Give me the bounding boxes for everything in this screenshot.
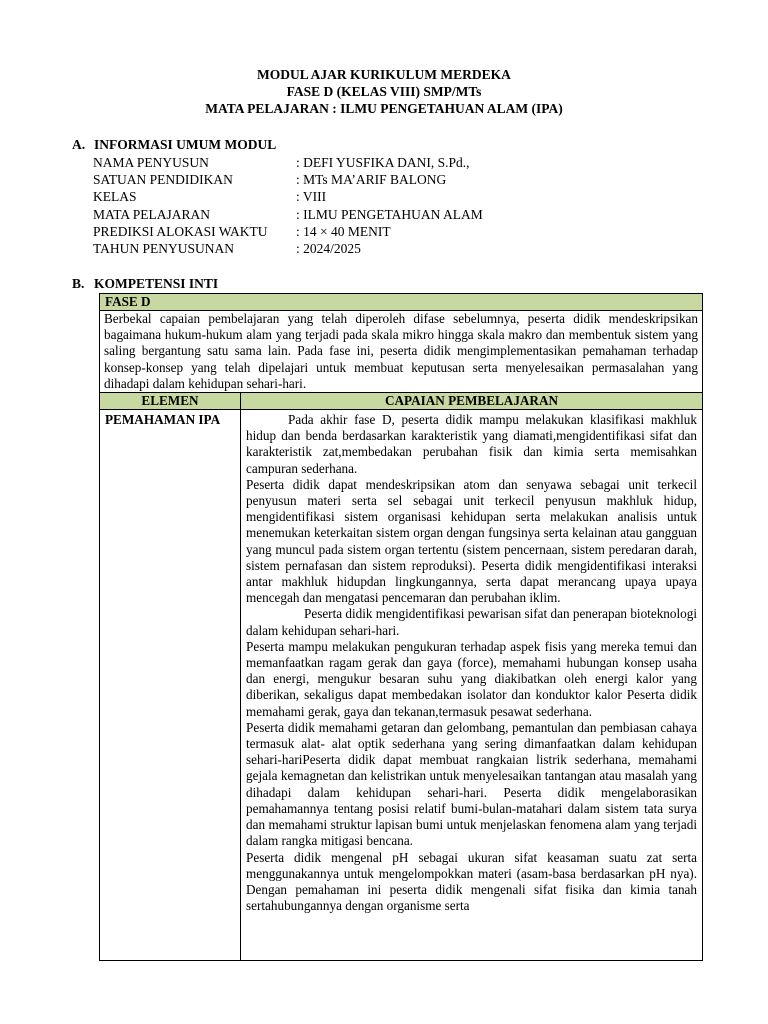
info-label: NAMA PENYUSUN [93,155,209,170]
column-header-elemen: ELEMEN [100,393,241,410]
capaian-paragraph: Peserta didik dapat mendeskripsikan atom dan senyawa sebagai unit terkecil penyusun materi serta sel sebagai unit terkecil penyusun makhluk hidup, mengidentifikasi sistem organisasi kehidupan serta melakukan analisis untuk menemukan keterkaitan sistem organ dengan fungsinya serta kelainan atau gangguan yang muncul pada sistem organ tertentu (sistem pencernaan, sistem peredaran darah, sistem pernafasan dan sistem reproduksi). Peserta didik mengidentifikasi interaksi antar makhluk hidupdan lingkungannya, serta dapat merancang upaya upaya mencegah dan mengatasi pencemaran dan perubahan iklim. [246,476,697,606]
section-a-number: A. [72,137,86,152]
fase-header-row [100,294,703,311]
info-label: PREDIKSI ALOKASI WAKTU [93,223,268,239]
info-row-subject [93,206,483,223]
table-row [100,410,703,961]
info-label: TAHUN PENYUSUNAN [93,241,235,257]
title-line-2: FASE D (KELAS VIII) SMP/MTs [286,84,482,99]
elemen-cell: PEMAHAMAN IPA [100,410,241,961]
info-row-year [93,240,483,257]
title-line-3: MATA PELAJARAN : ILMU PENGETAHUAN ALAM (IPA) [205,101,563,116]
document-title-block [0,66,768,117]
info-row-class [93,188,483,205]
info-value: : DEFI YUSFIKA DANI, S.Pd., [296,155,470,170]
section-a-title: INFORMASI UMUM MODUL [94,137,277,152]
competency-table [99,293,703,961]
column-header-capaian: CAPAIAN PEMBELAJARAN [241,393,703,410]
info-label: KELAS [93,189,137,205]
info-row-author [93,154,483,171]
capaian-paragraph: Peserta didik memahami getaran dan gelombang, pemantulan dan pembiasan cahaya termasuk alat- alat optik sederhana yang sering dimanfaatkan dalam kehidupan sehari-hariPeserta didik dapat membuat rangkaian listrik sederhana, memahami gejala kemagnetan dan kelistrikan untuk menyelesaikan tantangan atau masalah yang dihadapi dalam kehidupan sehari-hari. Peserta didik mengelaborasikan pemahamannya tentang posisi relatif bumi-bulan-matahari dalam sistem tata surya dan memahami struktur lapisan bumi untuk menjelaskan fenomena alam yang terjadi dalam rangka mitigasi bencana. [246,719,697,849]
info-value: : MTs MA’ARIF BALONG [296,172,447,188]
fase-description-row [100,311,703,393]
info-value: : 14 × 40 MENIT [296,223,391,239]
section-b-number: B. [72,276,85,291]
section-b-title: KOMPETENSI INTI [94,276,219,291]
capaian-paragraph: Peserta didik mengenal pH sebagai ukuran sifat keasaman suatu zat serta menggunakannya untuk mengelompokkan materi (asam-basa berdasarkan pH nya). Dengan pemahaman ini peserta didik mengenali sifat fisika dan kimia tanah sertahubungannya dengan organisme serta [246,849,697,914]
capaian-cell [241,410,703,961]
capaian-paragraph: Peserta mampu melakukan pengukuran terhadap aspek fisis yang mereka temui dan memanfaatkan ragam gerak dan gaya (force), memahami hubungan konsep usaha dan energi, mengukur besaran suhu yang diakibatkan oleh energi kalor yang diberikan, sekaligus dapat membedakan isolator dan konduktor kalor Peserta didik memahami gerak, gaya dan tekanan,termasuk pesawat sederhana. [246,638,697,719]
title-line-1: MODUL AJAR KURIKULUM MERDEKA [257,67,511,82]
fase-label: FASE D [100,294,703,311]
section-a-heading [72,137,276,153]
capaian-paragraph: Peserta didik mengidentifikasi pewarisan sifat dan penerapan bioteknologi dalam kehidupan sehari-hari. [246,606,697,638]
info-value: : VIII [296,189,327,205]
info-value: : ILMU PENGETAHUAN ALAM [296,206,483,222]
capaian-paragraph: Pada akhir fase D, peserta didik mampu melakukan klasifikasi makhluk hidup dan benda berdasarkan karakteristik yang diamati,mengidentifikasi sifat dan karakteristik zat,membedakan perubahan fisik dan kimia serta memisahkan campuran sederhana. [246,412,697,476]
info-label: SATUAN PENDIDIKAN [93,172,233,188]
column-header-row [100,393,703,410]
info-value: : 2024/2025 [296,241,361,257]
fase-description: Berbekal capaian pembelajaran yang telah diperoleh difase sebelumnya, peserta didik mendeskripsikan bagaimana hukum-hukum alam yang terjadi pada skala mikro hingga skala makro dan membentuk sistem yang saling bergantung satu sama lain. Pada fase ini, peserta didik mengimplementasikan pemahaman terhadap konsep-konsep yang telah dipelajari untuk membuat keputusan serta menyelesaikan permasalahan yang dihadapi dalam kehidupan sehari-hari. [100,311,703,393]
section-b-heading [72,276,218,292]
module-info-list [93,154,483,257]
info-row-school [93,171,483,188]
info-label: MATA PELAJARAN [93,206,211,222]
info-row-time-allocation [93,223,483,240]
